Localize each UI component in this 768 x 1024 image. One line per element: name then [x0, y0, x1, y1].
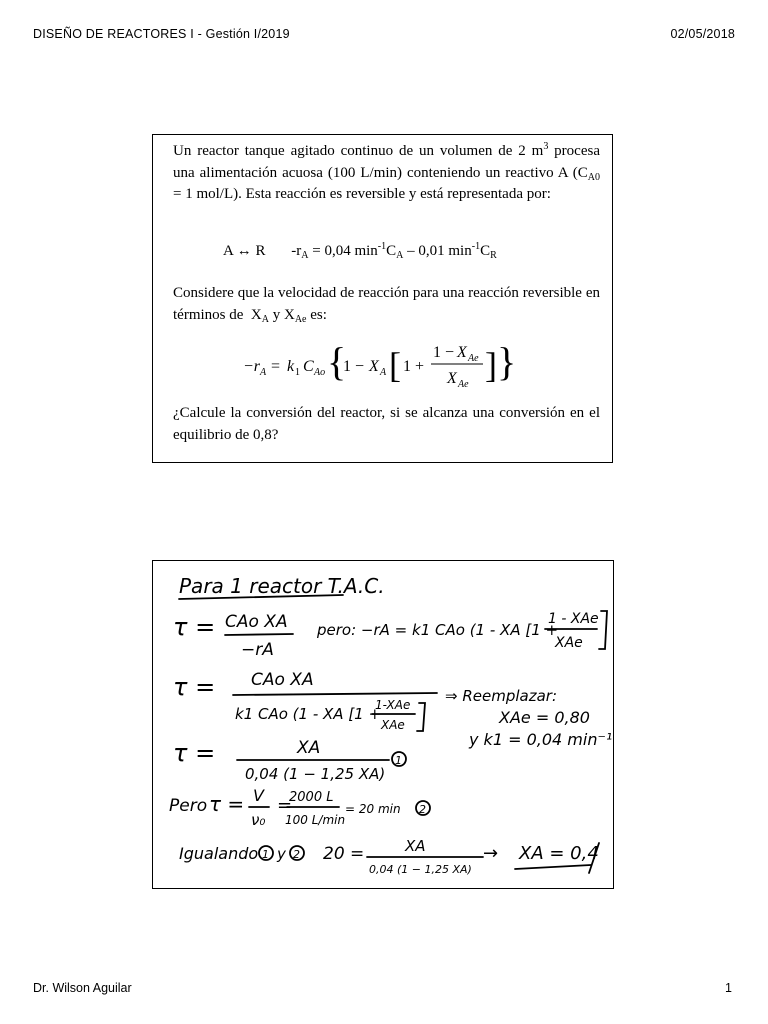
line4-pero: Pero: [169, 796, 208, 816]
line4-v: V: [253, 786, 264, 805]
line2-bracket: [417, 703, 425, 731]
line1-frac-num: 1 - XAe: [548, 611, 599, 627]
header-course-title: DISEÑO DE REACTORES I - Gestión I/2019: [33, 27, 290, 41]
handwritten-solution-box: [152, 560, 614, 889]
line1-bracket: [599, 611, 607, 649]
problem-statement-box: [152, 134, 613, 463]
svg-text:A: A: [380, 367, 387, 378]
rate-expression: $-r_A = 0,04$ $\min^{-1}C_A - 0,01$ $\min^{-1}C_R$: [291, 241, 497, 261]
line1-frac-den: XAe: [555, 635, 583, 651]
svg-text:k: k: [287, 358, 295, 375]
line3-tau: τ =: [173, 739, 216, 767]
svg-text:Ae: Ae: [458, 379, 469, 390]
footer-page-number: 1: [725, 981, 732, 995]
line5-igualando: Igualando: [179, 844, 259, 863]
final-arrow: →: [483, 843, 499, 864]
line1-denominator: −rA: [241, 640, 274, 660]
line3-denominator: 0,04 (1 − 1,25 XA): [245, 765, 386, 783]
svg-text:Ae: Ae: [468, 353, 479, 364]
svg-text:X: X: [369, 358, 379, 375]
svg-text:[: [: [389, 345, 401, 385]
svg-text:1 −: 1 −: [343, 358, 365, 375]
svg-text:1 −: 1 −: [433, 344, 455, 361]
svg-text:{: {: [327, 339, 347, 384]
line5-lhs: 20 =: [323, 844, 365, 864]
line2-denominator: k1 CAo (1 - XA [1 +: [235, 705, 382, 723]
line5-numerator: XA: [405, 837, 426, 855]
svg-text:−r: −r: [243, 358, 261, 375]
line4-tau: τ =: [209, 792, 245, 816]
line1-pero: pero: −rA = k1 CAo (1 - XA [1 +: [317, 621, 559, 639]
svg-text:=: =: [271, 358, 281, 375]
replace-label: ⇒ Reemplazar:: [445, 687, 557, 705]
final-answer-underline: [515, 865, 591, 869]
problem-paragraph-2: Considere que la velocidad de reacción para una reacción reversible en términos de $X_A$ y $X_{Ae}$ es:: [173, 285, 600, 325]
line2-fraction-bar: [233, 693, 437, 695]
line4-v0: ν₀: [251, 811, 266, 829]
svg-text:C: C: [303, 358, 314, 375]
line5-y: y: [277, 845, 286, 863]
problem-question: ¿Calcule la conversión del reactor, si se alcanza una conversión en el equilibrio de 0,8?: [173, 405, 600, 443]
marker-2: 2: [419, 803, 426, 816]
line2-den-frac-den: XAe: [381, 718, 405, 732]
svg-text:X: X: [457, 344, 467, 361]
line4-volume: 2000 L: [289, 790, 334, 805]
svg-text:1 +: 1 +: [403, 358, 425, 375]
svg-text:}: }: [497, 339, 517, 384]
line4-flow: 100 L/min: [285, 813, 346, 827]
svg-text:]: ]: [485, 345, 497, 385]
footer-author: Dr. Wilson Aguilar: [33, 981, 132, 995]
svg-text:1: 1: [295, 367, 300, 378]
marker-1: 1: [395, 754, 402, 767]
line5-marker-2: 2: [293, 848, 300, 861]
svg-text:Ao: Ao: [314, 367, 326, 378]
handwritten-solution-svg: [153, 561, 614, 889]
line1-fraction-bar: [225, 634, 293, 635]
line5-denominator: 0,04 (1 − 1,25 XA): [369, 863, 472, 876]
line3-numerator: XA: [297, 738, 321, 758]
final-answer: XA = 0,4: [519, 843, 599, 864]
line1-numerator: CAo XA: [225, 612, 288, 632]
reaction: A ↔ R: [223, 243, 266, 259]
line4-result: = 20 min: [345, 802, 401, 816]
reaction-equation: [223, 241, 497, 263]
line2-numerator: CAo XA: [251, 670, 314, 690]
line5-marker-1: 1: [262, 848, 269, 861]
svg-text:A: A: [260, 367, 267, 378]
line2-tau: τ =: [173, 673, 216, 701]
solution-title: Para 1 reactor T.A.C.: [179, 574, 385, 598]
svg-text:X: X: [447, 370, 457, 387]
rate-formula: [243, 335, 533, 395]
line2-den-frac-num: 1-XAe: [375, 698, 411, 712]
replace-xae: XAe = 0,80: [499, 708, 590, 727]
line4-eq: =: [277, 795, 293, 816]
header-date: 02/05/2018: [670, 27, 735, 41]
problem-paragraph-1: Un reactor tanque agitado continuo de un volumen de 2 $m^3$ procesa una alimentación acuosa (100 L/min) conteniendo un reactivo A ($C_{A0} = 1$ mol/L). Esta reacción es reversible y está representada por:: [173, 141, 600, 202]
line1-tau: τ =: [173, 613, 216, 641]
replace-k1: y k1 = 0,04 min⁻¹: [469, 730, 613, 749]
